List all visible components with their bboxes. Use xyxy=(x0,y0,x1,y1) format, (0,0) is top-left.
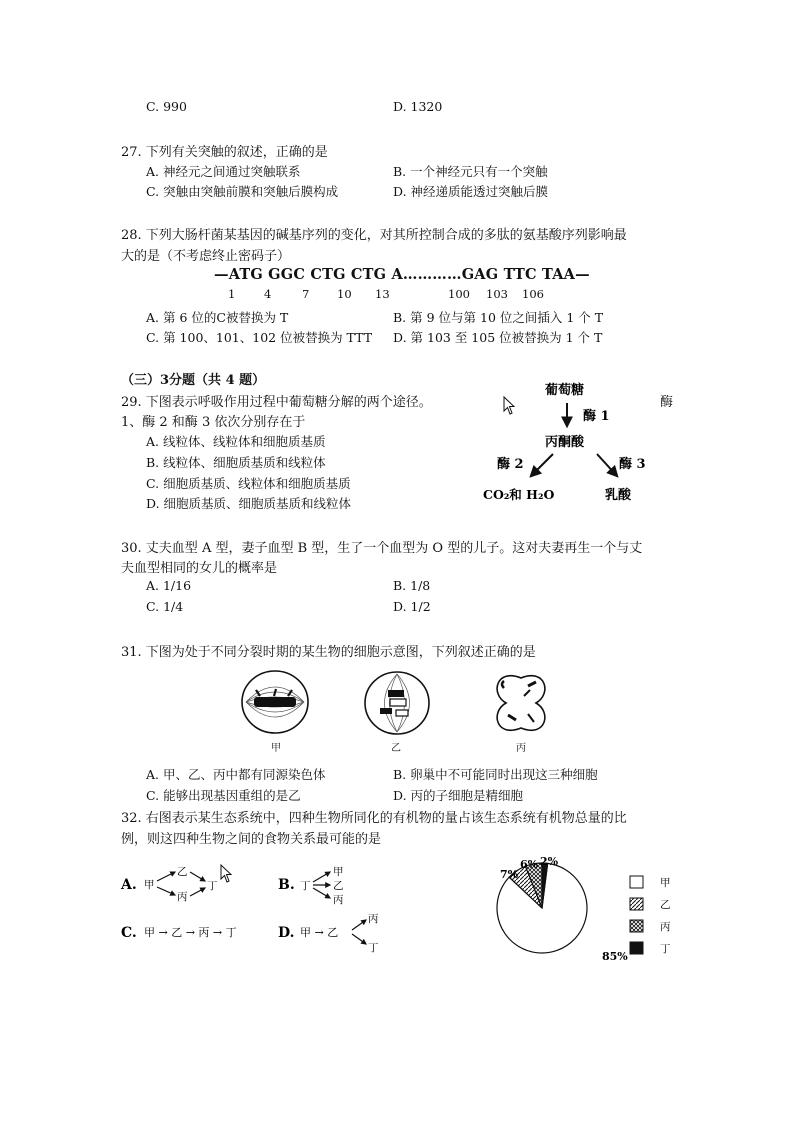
q27-stem: 27. 下列有关突触的叙述，正确的是 xyxy=(121,145,328,160)
q31-option-a: A. 甲、乙、丙中都有同源染色体 xyxy=(146,767,326,782)
q31-option-c: C. 能够出现基因重组的是乙 xyxy=(146,788,301,803)
q32-stem-line1: 32. 右图表示某生态系统中，四种生物所同化的有机物的量占该生态系统有机物总量的比 xyxy=(121,811,627,826)
q26-option-d: D. 1320 xyxy=(393,99,443,114)
q29-option-d: D. 细胞质基质、细胞质基质和线粒体 xyxy=(146,496,352,511)
mouse-cursor-icon xyxy=(503,396,517,416)
legend-label-1: 乙 xyxy=(660,899,671,911)
q27-option-b: B. 一个神经元只有一个突触 xyxy=(393,164,548,179)
q31-stem: 31. 下图为处于不同分裂时期的某生物的细胞示意图，下列叙述正确的是 xyxy=(121,645,536,660)
q29-stem-line2: 1、酶 2 和酶 3 依次分别存在于 xyxy=(121,415,306,430)
cell-yi-diagram xyxy=(362,668,432,738)
enzyme1-label: 酶 1 xyxy=(583,409,610,424)
legend-swatch-3 xyxy=(630,942,643,954)
legend-label-3: 丁 xyxy=(660,943,671,955)
option-a-yi: 乙 xyxy=(177,866,188,878)
pie-label-3: 2% xyxy=(540,855,559,868)
q29-option-a: A. 线粒体、线粒体和细胞质基质 xyxy=(146,434,326,449)
glucose-label: 葡萄糖 xyxy=(545,383,585,398)
lactic-acid-label: 乳酸 xyxy=(605,488,632,503)
option-d-chain: 甲 → 乙 xyxy=(300,926,339,939)
option-a-label: A. xyxy=(121,877,137,893)
q31-option-d: D. 丙的子细胞是精细胞 xyxy=(393,788,524,803)
q31-option-b: B. 卵巢中不可能同时出现这三种细胞 xyxy=(393,767,598,782)
q27-option-d: D. 神经递质能透过突触后膜 xyxy=(393,184,549,199)
cell-yi-label: 乙 xyxy=(391,743,401,754)
cell-jia-diagram xyxy=(240,668,310,738)
cell-bing-label: 丙 xyxy=(516,743,526,754)
q30-option-c: C. 1/4 xyxy=(146,599,184,614)
option-a-bing: 丙 xyxy=(177,891,188,903)
option-d-label: D. xyxy=(278,925,295,941)
q28-option-b: B. 第 9 位与第 10 位之间插入 1 个 T xyxy=(393,310,604,325)
legend-swatch-1 xyxy=(630,898,643,910)
pie-label-0: 85% xyxy=(602,950,628,963)
arrow-enzyme2 xyxy=(531,454,553,476)
q29-option-b: B. 线粒体、细胞质基质和线粒体 xyxy=(146,455,326,470)
legend-swatch-2 xyxy=(630,920,643,932)
food-web-options xyxy=(118,858,408,958)
q28-option-c: C. 第 100、101、102 位被替换为 TTT xyxy=(146,330,373,345)
q28-option-a: A. 第 6 位的C被替换为 T xyxy=(146,310,289,325)
q29-option-c: C. 细胞质基质、线粒体和细胞质基质 xyxy=(146,476,351,491)
option-a-ding: 丁 xyxy=(207,880,218,892)
option-b-bing: 丙 xyxy=(333,894,344,906)
q26-option-c: C. 990 xyxy=(146,99,187,114)
seq-pos-7: 7 xyxy=(302,287,310,301)
dna-sequence: —ATG GGC CTG CTG A…………GAG TTC TAA— xyxy=(214,266,590,283)
q29-stem-tail: 酶 xyxy=(660,395,674,410)
enzyme2-label: 酶 2 xyxy=(497,457,524,472)
q27-option-c: C. 突触由突触前膜和突触后膜构成 xyxy=(146,184,339,199)
legend-label-0: 甲 xyxy=(660,877,671,889)
option-b-label: B. xyxy=(278,877,295,893)
q30-stem-line2: 夫血型相同的女儿的概率是 xyxy=(121,561,278,576)
enzyme3-label: 酶 3 xyxy=(619,457,646,472)
q28-option-d: D. 第 103 至 105 位被替换为 1 个 T xyxy=(393,330,603,345)
section-title: （三）3分题（共 4 题） xyxy=(121,373,266,388)
legend-label-2: 丙 xyxy=(660,921,671,933)
option-b-jia: 甲 xyxy=(333,866,344,878)
q32-stem-line2: 例，则这四种生物之间的食物关系最可能的是 xyxy=(121,832,382,847)
q30-stem-line1: 30. 丈夫血型 A 型，妻子血型 B 型，生了一个血型为 O 型的儿子。这对夫妻再生一个与丈 xyxy=(121,541,643,556)
seq-pos-106: 106 xyxy=(522,287,544,301)
seq-pos-100: 100 xyxy=(448,287,470,301)
seq-pos-1: 1 xyxy=(228,287,236,301)
option-c-chain: 甲 → 乙 → 丙 → 丁 xyxy=(144,926,237,939)
arrow-enzyme3 xyxy=(597,454,617,476)
seq-pos-13: 13 xyxy=(375,287,390,301)
q28-stem-line1: 28. 下列大肠杆菌某基因的碱基序列的变化，对其所控制合成的多肽的氨基酸序列影响最 xyxy=(121,228,627,243)
q27-option-a: A. 神经元之间通过突触联系 xyxy=(146,164,301,179)
legend-swatch-0 xyxy=(630,876,643,888)
option-d-bing: 丙 xyxy=(368,913,379,925)
q29-stem-line1: 29. 下图表示呼吸作用过程中葡萄糖分解的两个途径。 xyxy=(121,395,432,410)
pie-chart xyxy=(480,852,690,964)
option-a-jia: 甲 xyxy=(144,879,155,891)
q28-stem-line2: 大的是（不考虑终止密码子） xyxy=(121,249,291,264)
cell-bing-diagram xyxy=(488,668,554,738)
option-b-ding: 丁 xyxy=(300,880,311,892)
co2-h2o-label: CO₂和 H₂O xyxy=(483,487,555,502)
mouse-cursor-icon-2 xyxy=(220,864,234,884)
option-b-yi: 乙 xyxy=(333,880,344,892)
option-c-label: C. xyxy=(121,925,137,941)
seq-pos-103: 103 xyxy=(486,287,508,301)
option-d-ding: 丁 xyxy=(368,942,379,954)
pie-label-2: 6% xyxy=(520,858,539,871)
pyruvate-label: 丙酮酸 xyxy=(545,435,585,450)
q30-option-b: B. 1/8 xyxy=(393,578,431,593)
q30-option-a: A. 1/16 xyxy=(146,578,192,593)
cell-jia-label: 甲 xyxy=(271,743,281,754)
pie-label-1: 7% xyxy=(500,868,519,881)
seq-pos-4: 4 xyxy=(264,287,272,301)
q30-option-d: D. 1/2 xyxy=(393,599,431,614)
seq-pos-10: 10 xyxy=(337,287,352,301)
